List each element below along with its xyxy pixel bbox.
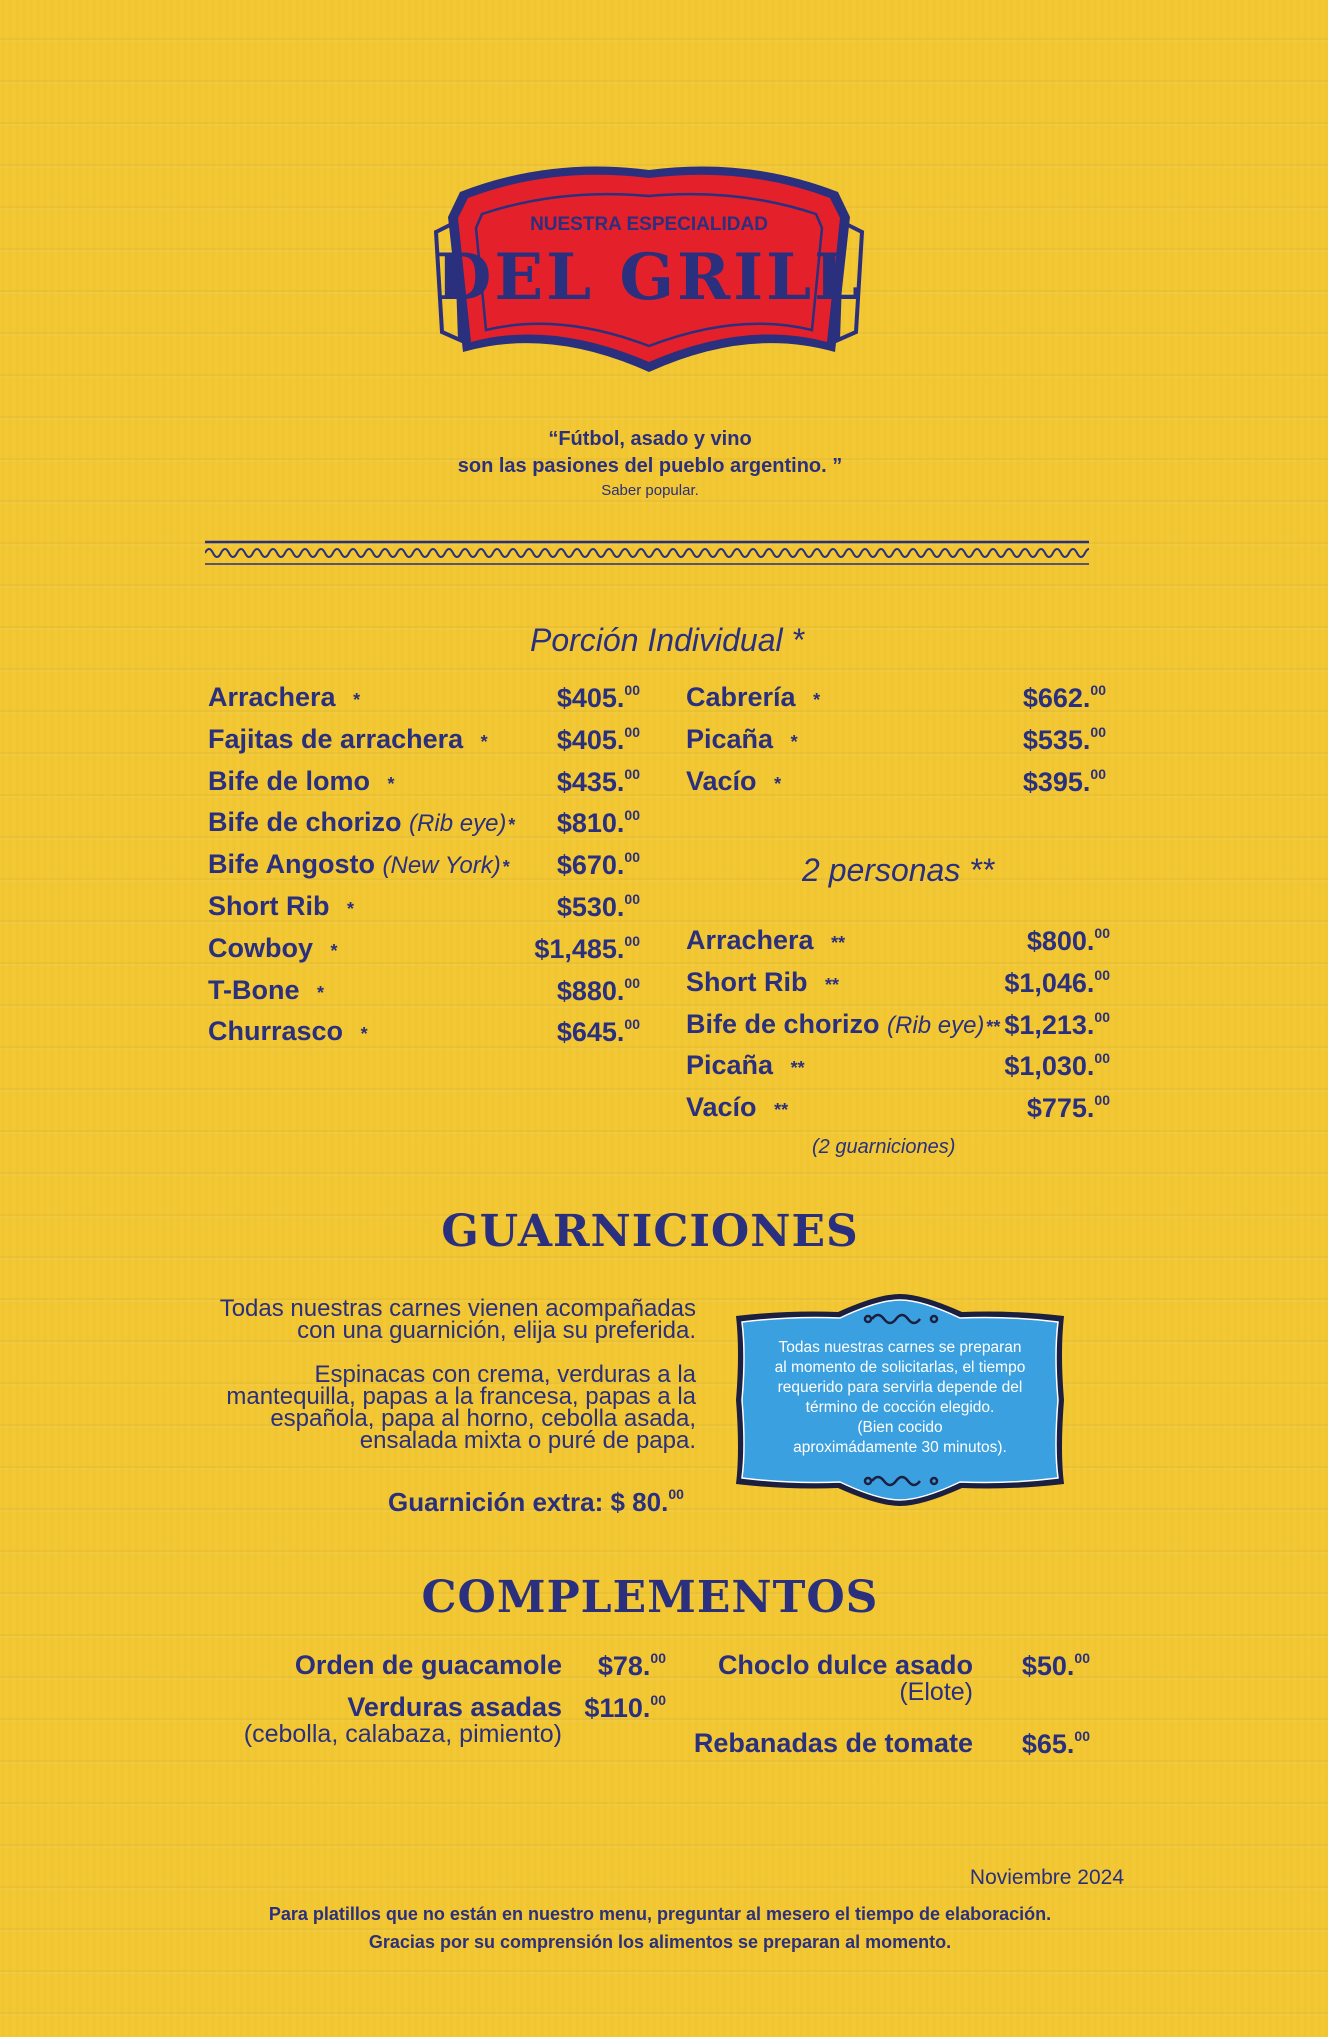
item-star: *: [502, 857, 510, 878]
menu-item-price: $662.00: [1022, 682, 1106, 713]
item-name: Bife de lomo: [208, 765, 371, 796]
menu-item-price: $670.00: [556, 849, 640, 881]
menu-item-name: [208, 975, 324, 1006]
menu-item-price: $880.00: [556, 974, 640, 1006]
item-name: Bife Angosto: [208, 849, 375, 880]
item-name: Fajitas de arrachera: [208, 723, 464, 754]
quote-source: Saber popular.: [601, 482, 699, 499]
menu-item-name: [686, 1050, 805, 1081]
item-star: **: [790, 1058, 805, 1079]
tomate-price: $65.00: [1021, 1728, 1090, 1759]
item-name: Cowboy: [208, 932, 313, 963]
item-star: **: [825, 974, 840, 995]
menu-item-price: $405.00: [556, 723, 640, 755]
item-star: *: [774, 773, 782, 794]
verduras-detail: (cebolla, calabaza, pimiento): [243, 1720, 562, 1748]
guarniciones-intro-2: con una guarnición, elija su preferida.: [297, 1317, 696, 1344]
menu-item-price: $800.00: [1026, 925, 1110, 956]
menu-item-price: $775.00: [1026, 1092, 1110, 1124]
note-text: [756, 1338, 1044, 1458]
guacamole-name: Orden de guacamole: [294, 1650, 562, 1680]
dos-personas-heading: 2 personas **: [802, 852, 995, 888]
menu-item-name: [686, 925, 845, 956]
item-star: **: [774, 1100, 789, 1121]
menu-item-price: $405.00: [556, 682, 640, 713]
verduras-name: Verduras asadas: [347, 1692, 562, 1722]
quote-line-1: “Fútbol, asado y vino: [548, 428, 752, 450]
note-line-5: (Bien cocido: [857, 1419, 943, 1436]
menu-item-price: $810.00: [556, 807, 640, 839]
item-name: Churrasco: [208, 1016, 344, 1047]
sign-title: DEL GRILL: [435, 240, 863, 315]
item-star: *: [508, 815, 516, 836]
item-star: *: [387, 773, 395, 794]
guarnicion-extra-label: Guarnición extra: $ 80.: [388, 1487, 669, 1517]
menu-item-price: $1,485.00: [534, 932, 640, 964]
menu-date: Noviembre 2024: [969, 1866, 1124, 1889]
complementos-heading: COMPLEMENTOS: [421, 1572, 879, 1623]
menu-item-name: [686, 766, 781, 797]
menu-item-name: [208, 682, 360, 713]
item-name: Short Rib: [686, 966, 808, 997]
item-name: Picaña: [686, 1050, 774, 1081]
guacamole-price: $78.00: [597, 1650, 666, 1681]
item-name: Vacío: [686, 1092, 757, 1123]
guarniciones-heading: GUARNICIONES: [441, 1206, 859, 1257]
guarniciones-list-4: ensalada mixta o puré de papa.: [359, 1427, 696, 1454]
cooking-time-note: [728, 1292, 1072, 1508]
item-star: *: [790, 731, 798, 752]
item-note: (Rib eye): [887, 1011, 985, 1039]
choclo-name: Choclo dulce asado: [717, 1650, 973, 1680]
note-line-6: aproximádamente 30 minutos).: [793, 1439, 1007, 1456]
individual-heading: Porción Individual *: [530, 622, 804, 658]
guarnicion-extra-cents: 00: [668, 1486, 684, 1502]
item-name: Cabrería: [686, 682, 796, 712]
note-line-3: requerido para servirla depende del: [777, 1379, 1023, 1396]
item-name: Arrachera: [686, 925, 814, 955]
menu-item-name: [208, 1016, 368, 1047]
menu-item-name: [208, 807, 515, 838]
menu-item-name: [208, 891, 354, 922]
item-star: *: [330, 940, 338, 961]
item-name: Short Rib: [208, 891, 330, 921]
item-star: *: [353, 690, 361, 710]
item-star: **: [831, 933, 846, 953]
item-name: Bife de chorizo: [208, 807, 402, 838]
item-name: Picaña: [686, 723, 774, 754]
footer-line-2: Gracias por su comprensión los alimentos se preparan al momento.: [368, 1932, 952, 1952]
verduras-price: $110.00: [584, 1692, 666, 1723]
menu-item-price: $645.00: [556, 1016, 640, 1048]
menu-item-price: $395.00: [1022, 765, 1106, 797]
choclo-detail: (Elote): [899, 1678, 973, 1706]
choclo-price: $50.00: [1021, 1650, 1090, 1681]
del-grill-sign: [430, 162, 868, 380]
item-star: **: [986, 1016, 1001, 1037]
menu-item-name: [208, 933, 338, 964]
menu-item-name: [686, 724, 798, 755]
menu-item-price: $1,046.00: [1004, 966, 1110, 998]
tomate-name: Rebanadas de tomate: [693, 1728, 973, 1758]
item-star: *: [480, 731, 488, 752]
menu-item-price: $530.00: [556, 891, 640, 922]
menu-item-name: [208, 724, 488, 755]
item-star: *: [347, 899, 355, 919]
quote-line-2: son las pasiones del pueblo argentino. ”: [457, 455, 843, 477]
item-note: (New York): [382, 852, 501, 880]
item-star: *: [813, 690, 821, 710]
footer-line-1: Para platillos que no están en nuestro menu, preguntar al mesero el tiempo de elaboración.: [268, 1904, 1052, 1924]
item-name: T-Bone: [208, 974, 300, 1005]
menu-item-name: [686, 682, 820, 713]
dos-personas-footnote: (2 guarniciones): [812, 1136, 956, 1158]
item-star: *: [360, 1024, 368, 1045]
menu-item-price: $1,030.00: [1004, 1050, 1110, 1082]
menu-item-price: $435.00: [556, 765, 640, 797]
item-name: Vacío: [686, 765, 757, 796]
menu-item-name: [208, 766, 395, 797]
note-line-1: Todas nuestras carnes se preparan: [778, 1339, 1022, 1356]
menu-item-name: [208, 849, 510, 880]
guarnicion-extra: [388, 1486, 684, 1518]
item-note: (Rib eye): [409, 810, 507, 838]
guarniciones-list-2: mantequilla, papas a la francesa, papas a la: [226, 1383, 696, 1410]
menu-item-price: $535.00: [1022, 723, 1106, 755]
sign-subtitle: NUESTRA ESPECIALIDAD: [530, 214, 768, 235]
menu-item-name: [686, 1092, 788, 1123]
guarniciones-list-3: española, papa al horno, cebolla asada,: [270, 1405, 696, 1432]
item-name: Arrachera: [208, 682, 336, 712]
menu-item-price: $1,213.00: [1004, 1008, 1110, 1040]
item-name: Bife de chorizo: [686, 1008, 880, 1039]
menu-item-name: [686, 967, 839, 998]
note-line-2: al momento de solicitarlas, el tiempo: [774, 1359, 1026, 1376]
guarniciones-list-1: Espinacas con crema, verduras a la: [314, 1361, 696, 1388]
item-star: *: [317, 982, 325, 1003]
guarniciones-intro-1: Todas nuestras carnes vienen acompañadas: [219, 1295, 696, 1322]
note-line-4: término de cocción elegido.: [805, 1399, 995, 1416]
ornament-divider: [205, 540, 1089, 568]
